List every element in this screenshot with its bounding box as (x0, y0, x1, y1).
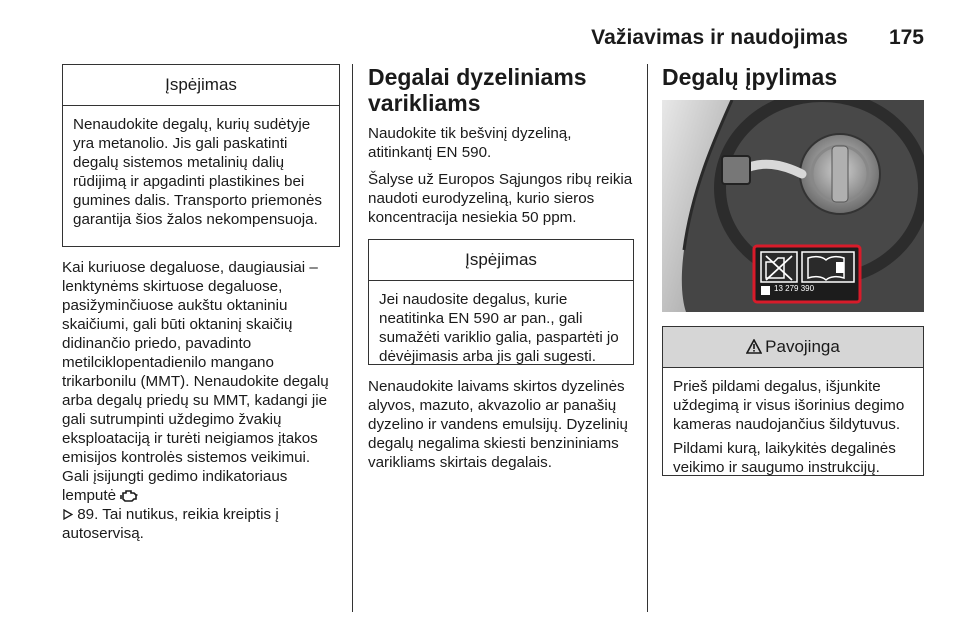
page-header (62, 26, 924, 54)
reference-triangle-icon (62, 509, 73, 520)
paragraph-diesel-2: Šalyse už Europos Sąjungos ribų reikia naudoti eurodyzeliną, kurio sieros koncentracija nesiekia 50 ppm. (368, 171, 633, 226)
paragraph-diesel-1: Naudokite tik bešvinį dyzeliną, atitinkantį EN 590. (368, 125, 572, 161)
warning-title: Įspėjimas (369, 240, 633, 281)
paragraph-reference: 89. Tai nutikus, reikia kreiptis į autoservisą. (62, 506, 279, 542)
warning-box (62, 64, 340, 247)
warning-body (369, 281, 633, 375)
paragraph-main (62, 258, 340, 543)
fuel-filler-illustration (662, 100, 924, 312)
column-divider (647, 64, 648, 612)
warning-triangle-icon (746, 339, 762, 354)
danger-text-2: Pildami kurą, laikykitės degalinės veikimo ir saugumo instrukcijų. (673, 440, 896, 476)
danger-body (663, 368, 923, 486)
column-divider (352, 64, 353, 612)
paragraph-main-text: Kai kuriuose degaluose, daugiausiai – lenktynėms skirtuose degaluose, pasižyminčiuose aukštu oktaniniu skaičiumi, gali būti oktaninį skaičių didinančio priedo, pavadinto metilciklopentadienilo mangano trikarbonilu (MMT). Nenaudokite degalų arba degalų priedų su MMT, kadangi jie gali sutrumpinti uždegimo žvakių eksploataciją ir turėti neigiamos įtakos emisijos kontrolės sistemos veikimui. Gali įsijungti gedimo indikatoriaus lemputė (62, 259, 329, 504)
section-heading-diesel: Degalai dyzeliniams varikliams (368, 64, 587, 116)
danger-title-bar (663, 327, 923, 368)
engine-check-icon (120, 488, 138, 503)
image-code: 13 279 390 (774, 284, 815, 293)
section-title: Važiavimas ir naudojimas (591, 26, 848, 49)
danger-box (662, 326, 924, 476)
warning-text: Jei naudosite degalus, kurie neatitinka EN 590 ar pan., gali sumažėti variklio galia, paspartėti jo dėvėjimasis arba jis gali sugesti. (379, 291, 619, 365)
danger-text-1: Prieš pildami degalus, išjunkite uždegimą ir visus išorinius degimo kameras naudojančius šildytuvus. (673, 378, 905, 433)
warning-box-diesel (368, 239, 634, 365)
column-left (62, 64, 340, 543)
warning-text: Nenaudokite degalų, kurių sudėtyje yra metanolio. Jis gali paskatinti degalų sistemos metalinių dalių rūdijimą ir apgadinti plastikines bei gumines dalis. Transporto priemonės garantija šios žalos nekompensuoja. (73, 116, 323, 228)
warning-body (63, 106, 339, 238)
paragraph-diesel-3: Nenaudokite laivams skirtos dyzelinės alyvos, mazuto, akvazolio ar panašių dyzelino ir vandens emulsijų. Dyzelinių degalų negalima skiesti benzininiams varikliams skirtais degalais. (368, 378, 628, 471)
page-number: 175 (888, 26, 924, 49)
warning-title: Įspėjimas (63, 65, 339, 106)
fuel-filler-image (662, 100, 924, 312)
column-right (662, 64, 924, 476)
column-middle (368, 64, 634, 472)
section-heading-refuel: Degalų įpylimas (662, 64, 838, 90)
danger-title: Pavojinga (765, 337, 840, 356)
